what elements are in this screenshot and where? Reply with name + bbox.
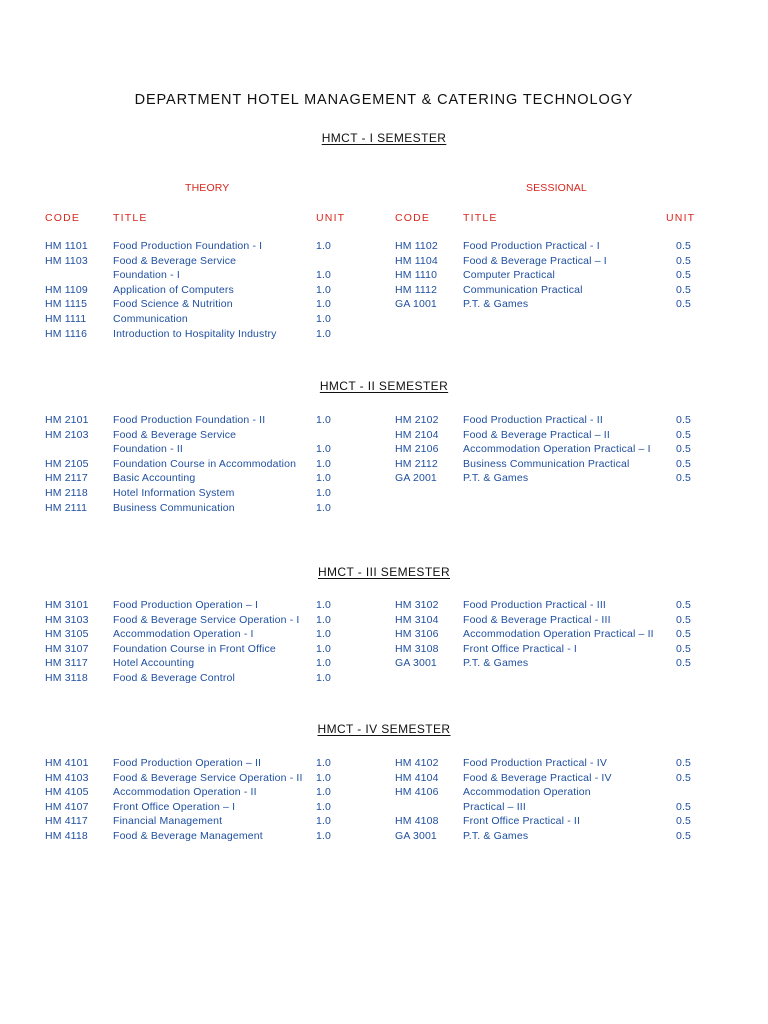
sem2-sessional-code-cell: GA 2001 bbox=[395, 472, 437, 485]
sem1-theory-title-cell: Communication bbox=[113, 313, 188, 325]
sem4-theory-unit-cell: 1.0 bbox=[316, 771, 332, 784]
sem4-sessional-title-cell: Food Production Practical - IV bbox=[463, 757, 607, 769]
theory-title-header: TITLE bbox=[113, 212, 148, 224]
sem2-sessional-title-cell: Business Communication Practical bbox=[463, 457, 630, 470]
sem3-theory-unit-cell: 1.0 bbox=[316, 628, 332, 641]
sem1-theory-unit-cell: 1.0 bbox=[316, 327, 332, 340]
sem4-theory-title-cell: Food Production Operation – II bbox=[113, 757, 262, 769]
sem4-theory-unit-cell: 1.0 bbox=[316, 830, 332, 842]
sem3-theory-code-cell: HM 3117 bbox=[45, 657, 88, 670]
sem1-sessional-unit-cell: 0.5 bbox=[676, 283, 692, 296]
sem1-theory-code-cell: HM 1115 bbox=[45, 298, 88, 311]
sem4-sessional-code-cell: GA 3001 bbox=[395, 830, 437, 842]
sem1-theory-unit-cell: 1.0 bbox=[316, 283, 332, 296]
sem2-sessional-unit-cell: 0.5 bbox=[676, 472, 692, 485]
sem3-sessional-title-cell: Food Production Practical - III bbox=[463, 599, 606, 611]
sem1-sessional-code-cell: HM 1112 bbox=[395, 283, 438, 296]
sem1-theory-code-cell: HM 1101 bbox=[45, 240, 88, 252]
sem3-theory-title-cell: Food & Beverage Control bbox=[113, 672, 235, 684]
sem1-sessional-code-cell: HM 1102 bbox=[395, 240, 438, 252]
sem3-theory-code-cell: HM 3103 bbox=[45, 613, 89, 626]
sem4-sessional-title-cell: Accommodation Operation bbox=[463, 786, 591, 799]
sem2-theory-unit-cell: 1.0 bbox=[316, 472, 332, 485]
sem4-sessional-code-cell: HM 4104 bbox=[395, 771, 439, 784]
sem2-theory-title-cell: Hotel Information System bbox=[113, 487, 235, 499]
sem3-sessional-unit-cell: 0.5 bbox=[676, 657, 692, 670]
sem1-theory-unit-cell: 1.0 bbox=[316, 313, 332, 325]
sem4-theory-title-cell: Accommodation Operation - II bbox=[113, 786, 257, 799]
sem4-sessional-code-cell: HM 4108 bbox=[395, 815, 439, 828]
sem1-sessional-unit-cell: 0.5 bbox=[676, 240, 692, 252]
sem2-theory-title-cell: Food & Beverage Service bbox=[113, 428, 237, 441]
sem1-sessional-code-cell: GA 1001 bbox=[395, 298, 437, 311]
sessional-label: SESSIONAL bbox=[526, 182, 587, 194]
sem3-theory-title-cell: Foundation Course in Front Office bbox=[113, 642, 276, 655]
sem4-theory-code-cell: HM 4107 bbox=[45, 800, 89, 813]
sem3-sessional-unit-cell: 0.5 bbox=[676, 642, 692, 655]
sem3-theory-unit-cell: 1.0 bbox=[316, 613, 332, 626]
theory-code-header: CODE bbox=[45, 212, 81, 224]
sem1-theory-title-cell: Application of Computers bbox=[113, 283, 234, 296]
sem2-sessional-unit-cell: 0.5 bbox=[676, 443, 692, 456]
sem2-sessional-title-cell: P.T. & Games bbox=[463, 472, 529, 485]
sem2-theory-unit-cell: 1.0 bbox=[316, 501, 332, 514]
sem4-theory-code-cell: HM 4105 bbox=[45, 786, 89, 799]
sem1-sessional-code-cell: HM 1104 bbox=[395, 254, 438, 267]
sem1-theory-title-cell: Food & Beverage Service bbox=[113, 254, 237, 267]
sem3-sessional-title-cell: Food & Beverage Practical - III bbox=[463, 613, 611, 626]
sem4-theory-code-cell: HM 4117 bbox=[45, 815, 88, 828]
sem4-theory-unit-cell: 1.0 bbox=[316, 815, 332, 828]
sem3-theory-code-cell: HM 3105 bbox=[45, 628, 89, 641]
semester-1-heading: HMCT - I SEMESTER bbox=[321, 131, 447, 145]
sem4-sessional-code-cell: HM 4106 bbox=[395, 786, 439, 799]
sem2-theory-unit-cell: 1.0 bbox=[316, 457, 332, 470]
sem2-theory-code-cell: HM 2117 bbox=[45, 472, 88, 485]
sem4-sessional-unit-cell: 0.5 bbox=[676, 771, 692, 784]
sem3-theory-unit-cell: 1.0 bbox=[316, 642, 332, 655]
sem3-sessional-unit-cell: 0.5 bbox=[676, 599, 692, 611]
sem2-sessional-code-cell: HM 2104 bbox=[395, 428, 439, 441]
sem1-theory-unit-cell: 1.0 bbox=[316, 240, 332, 252]
sem4-theory-unit-cell: 1.0 bbox=[316, 786, 332, 799]
sem3-sessional-title-cell: Front Office Practical - I bbox=[463, 642, 577, 655]
sem1-sessional-title-cell: Food Production Practical - I bbox=[463, 240, 600, 252]
sem2-theory-title-cell: Business Communication bbox=[113, 501, 235, 514]
sem2-theory-code-cell: HM 2101 bbox=[45, 414, 89, 426]
sem1-sessional-title-cell: Food & Beverage Practical – I bbox=[463, 254, 607, 267]
sem1-theory-unit-cell: 1.0 bbox=[316, 269, 332, 282]
sem3-theory-unit-cell: 1.0 bbox=[316, 599, 332, 611]
sessional-unit-header: UNIT bbox=[666, 212, 696, 224]
sem3-theory-title-cell: Accommodation Operation - I bbox=[113, 628, 254, 641]
sem1-theory-code-cell: HM 1109 bbox=[45, 283, 88, 296]
sem1-theory-code-cell: HM 1111 bbox=[45, 313, 87, 325]
sem4-sessional-unit-cell: 0.5 bbox=[676, 830, 692, 842]
sem1-sessional-unit-cell: 0.5 bbox=[676, 269, 692, 282]
sem4-sessional-title-cell: P.T. & Games bbox=[463, 830, 529, 842]
sem3-theory-code-cell: HM 3118 bbox=[45, 672, 88, 684]
sem2-sessional-code-cell: HM 2106 bbox=[395, 443, 439, 456]
sem2-sessional-unit-cell: 0.5 bbox=[676, 457, 692, 470]
sem4-theory-code-cell: HM 4101 bbox=[45, 757, 89, 769]
sem2-theory-code-cell: HM 2105 bbox=[45, 457, 89, 470]
sem4-sessional-unit-cell: 0.5 bbox=[676, 815, 692, 828]
sem2-theory-title-cell: Food Production Foundation - II bbox=[113, 414, 266, 426]
sem3-sessional-title-cell: P.T. & Games bbox=[463, 657, 529, 670]
sem2-sessional-title-cell: Food Production Practical - II bbox=[463, 414, 603, 426]
sem2-sessional-unit-cell: 0.5 bbox=[676, 428, 692, 441]
sem2-theory-code-cell: HM 2103 bbox=[45, 428, 89, 441]
sem1-sessional-title-cell: Communication Practical bbox=[463, 283, 583, 296]
sem1-theory-code-cell: HM 1116 bbox=[45, 327, 88, 340]
sem4-theory-title-cell: Financial Management bbox=[113, 815, 223, 828]
sem2-theory-title-cell: Foundation - II bbox=[113, 443, 183, 456]
sem3-sessional-unit-cell: 0.5 bbox=[676, 628, 692, 641]
semester-2-heading: HMCT - II SEMESTER bbox=[319, 379, 449, 393]
sem4-sessional-title-cell: Practical – III bbox=[463, 800, 526, 813]
sem3-sessional-title-cell: Accommodation Operation Practical – II bbox=[463, 628, 654, 641]
sem1-theory-title-cell: Foundation - I bbox=[113, 269, 180, 282]
sessional-title-header: TITLE bbox=[463, 212, 498, 224]
sem3-sessional-code-cell: GA 3001 bbox=[395, 657, 437, 670]
sem3-sessional-code-cell: HM 3102 bbox=[395, 599, 439, 611]
sem4-sessional-title-cell: Front Office Practical - II bbox=[463, 815, 581, 828]
sem4-theory-code-cell: HM 4103 bbox=[45, 771, 89, 784]
sem2-theory-code-cell: HM 2118 bbox=[45, 487, 88, 499]
sem2-theory-unit-cell: 1.0 bbox=[316, 414, 332, 426]
page-title: DEPARTMENT HOTEL MANAGEMENT & CATERING TECHNOLOGY bbox=[134, 92, 634, 108]
sem2-theory-unit-cell: 1.0 bbox=[316, 443, 332, 456]
sem3-theory-title-cell: Hotel Accounting bbox=[113, 657, 195, 670]
sem4-theory-title-cell: Food & Beverage Management bbox=[113, 830, 263, 842]
sem4-theory-unit-cell: 1.0 bbox=[316, 757, 332, 769]
sem4-sessional-unit-cell: 0.5 bbox=[676, 757, 692, 769]
sem4-sessional-code-cell: HM 4102 bbox=[395, 757, 439, 769]
sem2-sessional-code-cell: HM 2112 bbox=[395, 457, 438, 470]
sem1-theory-title-cell: Introduction to Hospitality Industry bbox=[113, 327, 277, 340]
sem1-sessional-code-cell: HM 1110 bbox=[395, 269, 438, 282]
sem1-theory-title-cell: Food Science & Nutrition bbox=[113, 298, 233, 311]
sem4-theory-code-cell: HM 4118 bbox=[45, 830, 88, 842]
theory-unit-header: UNIT bbox=[316, 212, 346, 224]
sem3-theory-unit-cell: 1.0 bbox=[316, 672, 332, 684]
sem3-sessional-code-cell: HM 3104 bbox=[395, 613, 439, 626]
semester-4-heading: HMCT - IV SEMESTER bbox=[317, 722, 451, 736]
sem1-sessional-unit-cell: 0.5 bbox=[676, 254, 692, 267]
sem1-sessional-unit-cell: 0.5 bbox=[676, 298, 692, 311]
semester-3-heading: HMCT - III SEMESTER bbox=[317, 565, 451, 579]
sem2-sessional-unit-cell: 0.5 bbox=[676, 414, 692, 426]
sem3-theory-code-cell: HM 3101 bbox=[45, 599, 89, 611]
sem2-theory-unit-cell: 1.0 bbox=[316, 487, 332, 499]
theory-label: THEORY bbox=[185, 182, 230, 194]
sem2-sessional-code-cell: HM 2102 bbox=[395, 414, 439, 426]
sem1-sessional-title-cell: P.T. & Games bbox=[463, 298, 529, 311]
sem3-theory-title-cell: Food & Beverage Service Operation - I bbox=[113, 613, 300, 626]
sem1-theory-code-cell: HM 1103 bbox=[45, 254, 88, 267]
sem2-sessional-title-cell: Accommodation Operation Practical – I bbox=[463, 443, 651, 456]
sem1-theory-title-cell: Food Production Foundation - I bbox=[113, 240, 263, 252]
sem4-theory-title-cell: Front Office Operation – I bbox=[113, 800, 236, 813]
sem1-sessional-title-cell: Computer Practical bbox=[463, 269, 555, 282]
sem4-sessional-title-cell: Food & Beverage Practical - IV bbox=[463, 771, 612, 784]
sem3-theory-code-cell: HM 3107 bbox=[45, 642, 89, 655]
sessional-code-header: CODE bbox=[395, 212, 431, 224]
sem4-sessional-unit-cell: 0.5 bbox=[676, 800, 692, 813]
sem2-theory-title-cell: Basic Accounting bbox=[113, 472, 196, 485]
sem4-theory-unit-cell: 1.0 bbox=[316, 800, 332, 813]
sem3-theory-unit-cell: 1.0 bbox=[316, 657, 332, 670]
sem2-theory-title-cell: Foundation Course in Accommodation bbox=[113, 457, 297, 470]
sem2-sessional-title-cell: Food & Beverage Practical – II bbox=[463, 428, 610, 441]
sem2-theory-code-cell: HM 2111 bbox=[45, 501, 88, 514]
sem4-theory-title-cell: Food & Beverage Service Operation - II bbox=[113, 771, 303, 784]
sem3-theory-title-cell: Food Production Operation – I bbox=[113, 599, 259, 611]
sem3-sessional-code-cell: HM 3106 bbox=[395, 628, 439, 641]
sem3-sessional-unit-cell: 0.5 bbox=[676, 613, 692, 626]
sem1-theory-unit-cell: 1.0 bbox=[316, 298, 332, 311]
sem3-sessional-code-cell: HM 3108 bbox=[395, 642, 439, 655]
